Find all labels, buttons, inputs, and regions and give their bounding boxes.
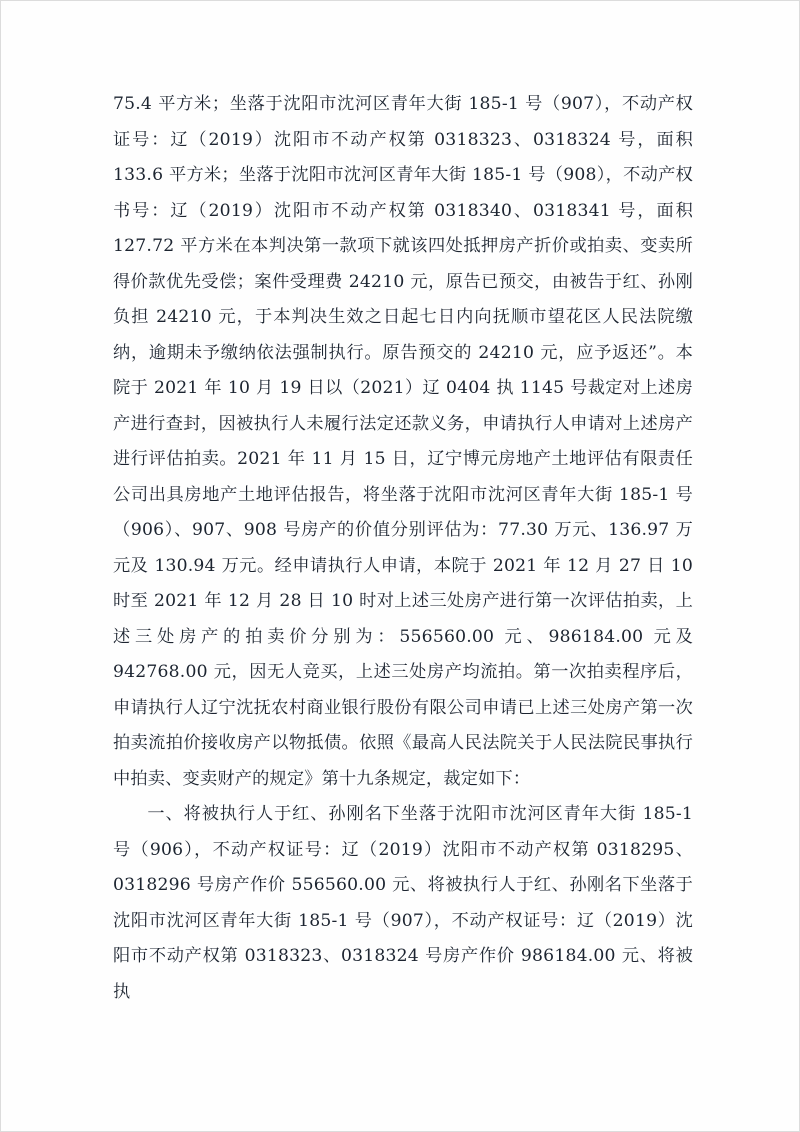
paragraph-1: 75.4 平方米；坐落于沈阳市沈河区青年大街 185-1 号（907），不动产权证号：辽（2019）沈阳市不动产权第 0318323、0318324 号，面积 133.6 平方米；坐落于沈阳市沈河区青年大街 185-1 号（908），不动产权书号：辽（2019）沈阳市不动产权第 0318340、0318341 号，面积 127.72 平方米在本判决第一款项下就该四处抵押房产折价或拍卖、变卖所得价款优先受偿；案件受理费 24210 元，原告已预交，由被告于红、孙刚负担 24210 元，于本判决生效之日起七日内向抚顺市望花区人民法院缴纳，逾期未予缴纳依法强制执行。原告预交的 24210 元，应予返还”。本院于 2021 年 10 月 19 日以（2021）辽 0404 执 1145 号裁定对上述房产进行查封，因被执行人未履行法定还款义务，申请执行人申请对上述房产进行评估拍卖。2021 年 11 月 15 日，辽宁博元房地产土地评估有限责任公司出具房地产土地评估报告，将坐落于沈阳市沈河区青年大街 185-1 号（906）、907、908 号房产的价值分别评估为：77.30 万元、136.97 万元及 130.94 万元。经申请执行人申请，本院于 2021 年 12 月 27 日 10 时至 2021 年 12 月 28 日 10 时对上述三处房产进行第一次评估拍卖，上述三处房产的拍卖价分别为：556560.00 元、986184.00 元及 942768.00 元，因无人竞买，上述三处房产均流拍。第一次拍卖程序后，申请执行人辽宁沈抚农村商业银行股份有限公司申请已上述三处房产第一次拍卖流拍价接收房产以物抵债。依照《最高人民法院关于人民法院民事执行中拍卖、变卖财产的规定》第十九条规定，裁定如下： bbox=[113, 94, 693, 789]
paragraph-2: 一、将被执行人于红、孙刚名下坐落于沈阳市沈河区青年大街 185-1 号（906），不动产权证号：辽（2019）沈阳市不动产权第 0318295、0318296 号房产作价 556560.00 元、将被执行人于红、孙刚名下坐落于沈阳市沈河区青年大街 185-1 号（907），不动产权证号：辽（2019）沈阳市不动产权第 0318323、0318324 号房产作价 986184.00 元、将被执 bbox=[113, 804, 693, 1002]
document-text-body bbox=[113, 87, 693, 1010]
